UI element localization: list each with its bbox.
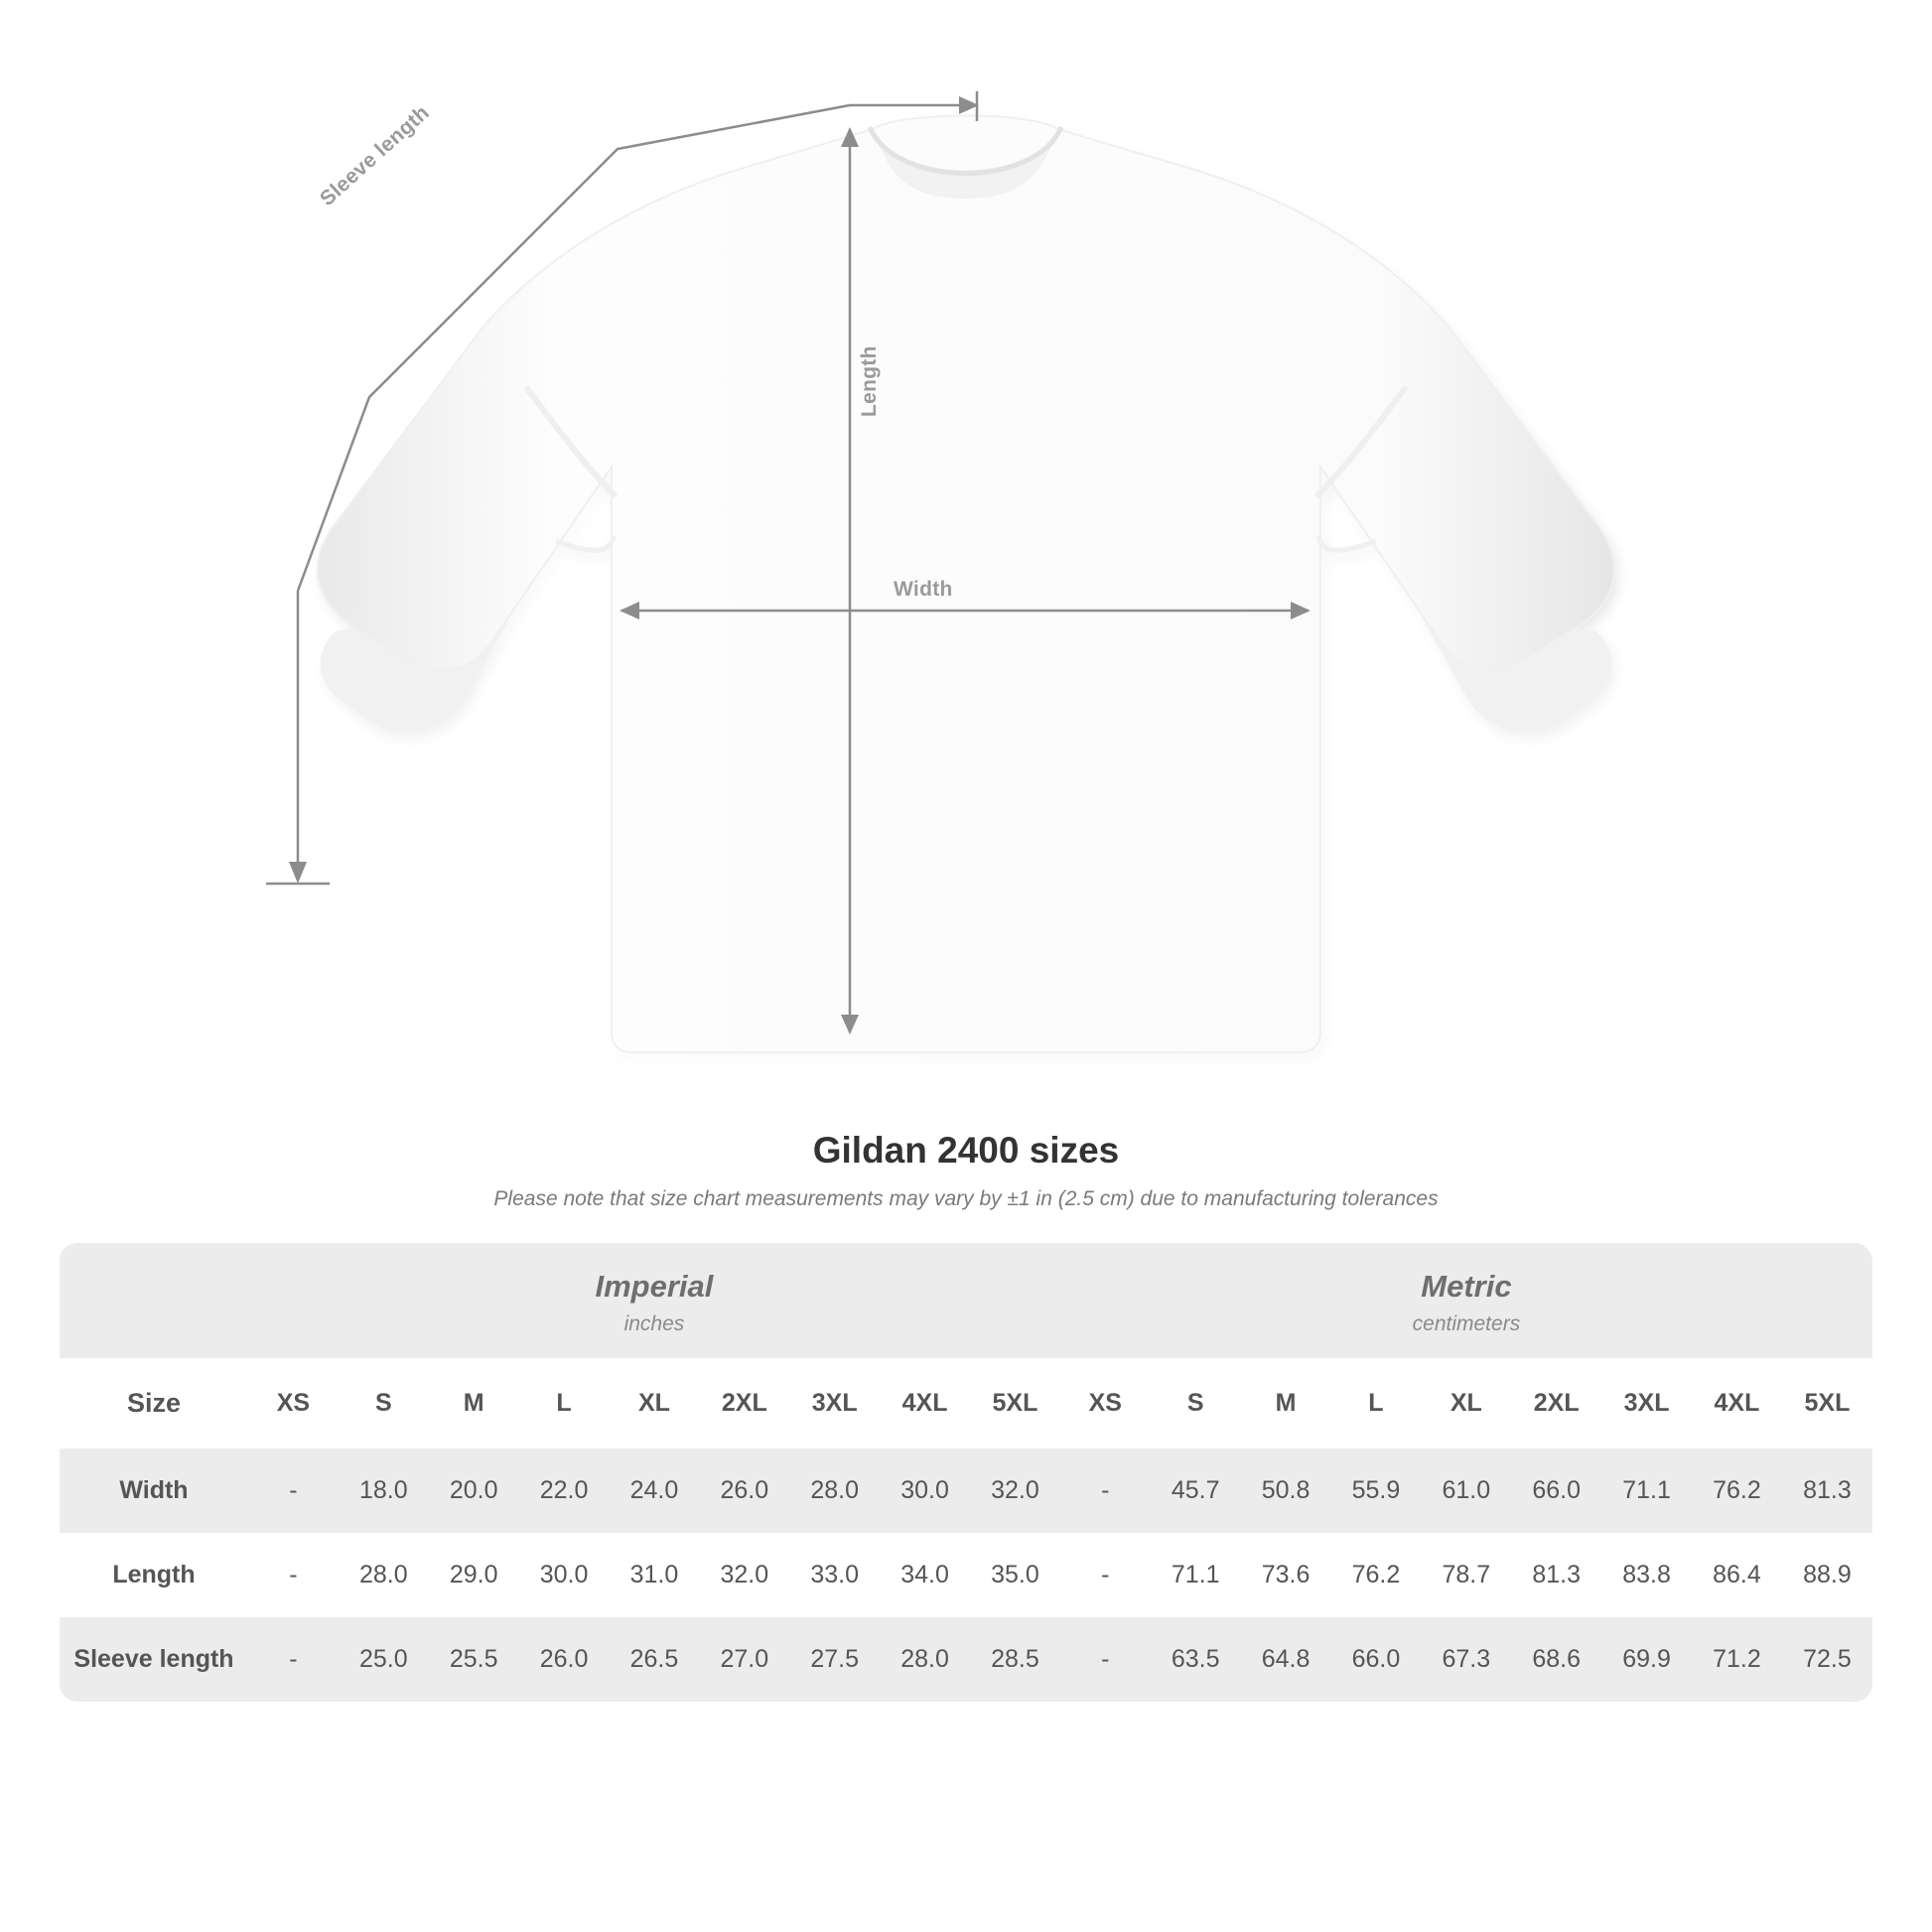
title-block [0, 1130, 1932, 1211]
measurement-cell: 61.0 [1421, 1449, 1511, 1533]
size-table [60, 1243, 1872, 1702]
measurement-cell: 72.5 [1782, 1617, 1872, 1702]
measurement-cell: 66.0 [1511, 1449, 1601, 1533]
size-column-header: 4XL [1692, 1358, 1782, 1449]
size-column-header: S [1151, 1358, 1241, 1449]
sleeve-length-label: Sleeve length [316, 100, 434, 211]
measurement-cell: - [1060, 1449, 1151, 1533]
size-column-header: 3XL [1601, 1358, 1692, 1449]
measurement-cell: 20.0 [429, 1449, 519, 1533]
measurement-cell: 64.8 [1241, 1617, 1331, 1702]
size-table-body [60, 1449, 1872, 1702]
measurement-cell: 29.0 [429, 1533, 519, 1617]
measurement-cell: 28.0 [789, 1449, 880, 1533]
measurement-cell: - [1060, 1533, 1151, 1617]
size-column-header: 4XL [880, 1358, 970, 1449]
measurement-cell: - [248, 1533, 339, 1617]
measurement-cell: 68.6 [1511, 1617, 1601, 1702]
measurement-cell: 66.0 [1331, 1617, 1422, 1702]
measurement-cell: - [248, 1449, 339, 1533]
measurement-cell: 78.7 [1421, 1533, 1511, 1617]
size-column-header: M [1241, 1358, 1331, 1449]
measurement-cell: 73.6 [1241, 1533, 1331, 1617]
measurement-cell: 24.0 [610, 1449, 700, 1533]
measurement-cell: 81.3 [1511, 1533, 1601, 1617]
measurement-cell: 71.1 [1601, 1449, 1692, 1533]
size-column-header: 5XL [970, 1358, 1060, 1449]
measurement-cell: 69.9 [1601, 1617, 1692, 1702]
measurement-cell: 86.4 [1692, 1533, 1782, 1617]
row-label: Length [60, 1533, 248, 1617]
measurement-cell: 28.0 [880, 1617, 970, 1702]
measurement-cell: 30.0 [880, 1449, 970, 1533]
measurement-cell: 67.3 [1421, 1617, 1511, 1702]
row-label: Width [60, 1449, 248, 1533]
measurement-cell: 50.8 [1241, 1449, 1331, 1533]
measurement-cell: 30.0 [519, 1533, 610, 1617]
unit-metric-name: Metric [1421, 1269, 1512, 1304]
size-column-header: XS [1060, 1358, 1151, 1449]
measurement-cell: 28.5 [970, 1617, 1060, 1702]
measurement-cell: 27.0 [699, 1617, 789, 1702]
shirt-body-shape [318, 116, 1614, 1053]
measurement-cell: 32.0 [699, 1533, 789, 1617]
table-row [60, 1449, 1872, 1533]
measurement-cell: 27.5 [789, 1617, 880, 1702]
unit-header-row [60, 1243, 1872, 1358]
measurement-cell: 63.5 [1151, 1617, 1241, 1702]
page-subtitle: Please note that size chart measurements may vary by ±1 in (2.5 cm) due to manufacturing tolerances [493, 1187, 1439, 1210]
measurement-cell: 25.0 [339, 1617, 429, 1702]
size-column-header: L [1331, 1358, 1422, 1449]
size-table-wrapper [60, 1243, 1872, 1702]
length-label: Length [858, 345, 881, 417]
measurement-cell: 76.2 [1331, 1533, 1422, 1617]
unit-group-metric [1060, 1243, 1872, 1358]
size-column-header: XL [1421, 1358, 1511, 1449]
measurement-cell: 45.7 [1151, 1449, 1241, 1533]
measurement-cell: 25.5 [429, 1617, 519, 1702]
measurement-cell: 28.0 [339, 1533, 429, 1617]
size-column-header: 3XL [789, 1358, 880, 1449]
measurement-cell: 26.0 [519, 1617, 610, 1702]
measurement-cell: 71.1 [1151, 1533, 1241, 1617]
unit-metric-sub: centimeters [1412, 1312, 1521, 1335]
measurement-cell: - [1060, 1617, 1151, 1702]
measurement-cell: 22.0 [519, 1449, 610, 1533]
size-column-header: 2XL [699, 1358, 789, 1449]
measurement-cell: 26.0 [699, 1449, 789, 1533]
size-column-header: L [519, 1358, 610, 1449]
measurement-cell: 32.0 [970, 1449, 1060, 1533]
size-column-header: S [339, 1358, 429, 1449]
size-column-header: 5XL [1782, 1358, 1872, 1449]
measurement-cell: 18.0 [339, 1449, 429, 1533]
unit-imperial-sub: inches [623, 1312, 685, 1335]
measurement-cell: 26.5 [610, 1617, 700, 1702]
measurement-cell: 88.9 [1782, 1533, 1872, 1617]
size-column-header: XS [248, 1358, 339, 1449]
table-row [60, 1533, 1872, 1617]
measurement-cell: - [248, 1617, 339, 1702]
page-title: Gildan 2400 sizes [812, 1130, 1120, 1171]
size-column-header: XL [610, 1358, 700, 1449]
width-label: Width [894, 578, 953, 601]
measurement-cell: 55.9 [1331, 1449, 1422, 1533]
measurement-cell: 71.2 [1692, 1617, 1782, 1702]
measurement-cell: 33.0 [789, 1533, 880, 1617]
unit-corner-cell [60, 1243, 248, 1358]
size-column-header: M [429, 1358, 519, 1449]
measurement-cell: 83.8 [1601, 1533, 1692, 1617]
row-label: Sleeve length [60, 1617, 248, 1702]
measurement-cell: 81.3 [1782, 1449, 1872, 1533]
size-header-row [60, 1358, 1872, 1449]
table-row [60, 1617, 1872, 1702]
unit-imperial-name: Imperial [595, 1269, 714, 1304]
measurement-cell: 76.2 [1692, 1449, 1782, 1533]
measurement-cell: 35.0 [970, 1533, 1060, 1617]
measurement-cell: 31.0 [610, 1533, 700, 1617]
unit-group-imperial [248, 1243, 1060, 1358]
measurement-cell: 34.0 [880, 1533, 970, 1617]
size-column-header: 2XL [1511, 1358, 1601, 1449]
size-header-label: Size [60, 1358, 248, 1449]
